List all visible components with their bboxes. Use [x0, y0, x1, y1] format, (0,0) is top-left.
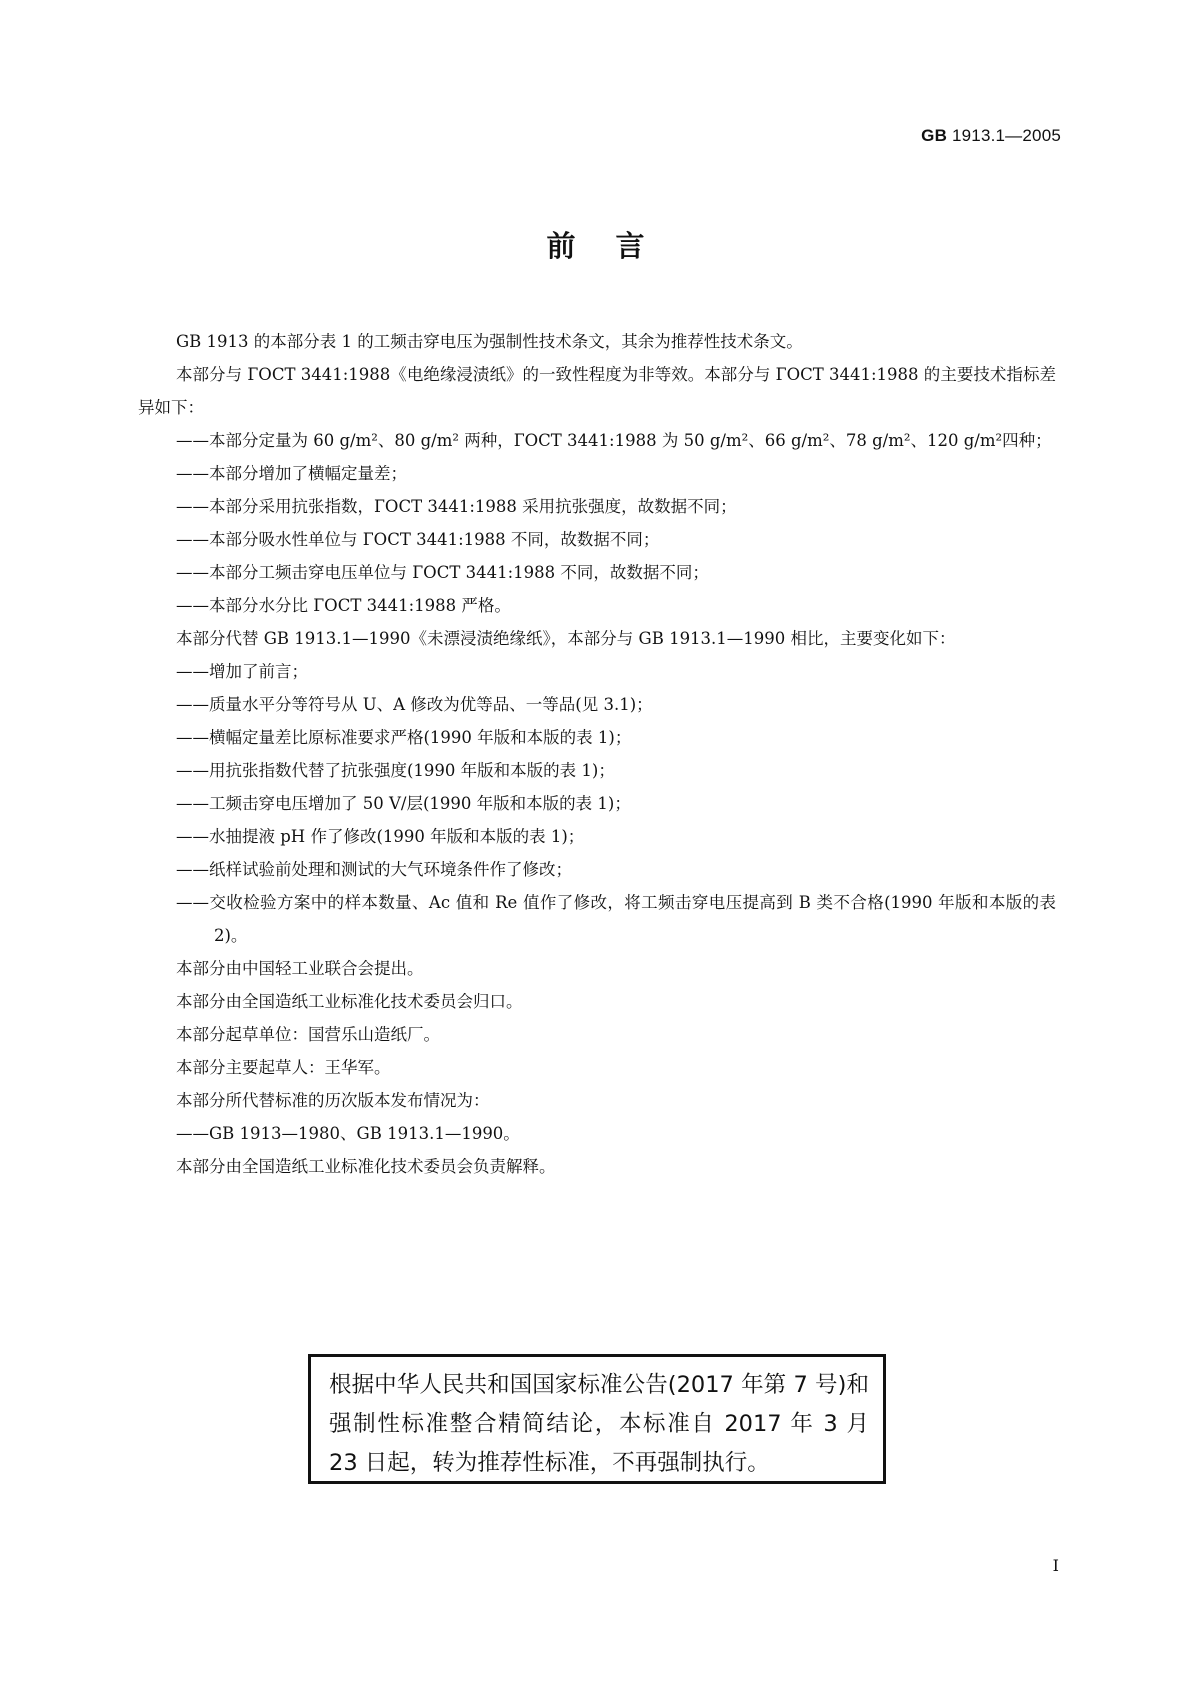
list-item: ——本部分水分比 ГОСТ 3441:1988 严格。	[176, 596, 511, 615]
list-item: ——增加了前言；	[176, 662, 308, 681]
paragraph: 本部分所代替标准的历次版本发布情况为：	[176, 1091, 490, 1110]
list-item: ——GB 1913—1980、GB 1913.1—1990。	[176, 1124, 520, 1143]
list-item: ——交收检验方案中的样本数量、Ac 值和 Re 值作了修改，将工频击穿电压提高到 B 类不合格(1990 年版和本版的表 2)。	[176, 893, 1056, 945]
foreword-body	[138, 325, 1056, 1183]
list-item: ——纸样试验前处理和测试的大气环境条件作了修改；	[176, 860, 572, 879]
paragraph: 本部分代替 GB 1913.1—1990《未漂浸渍绝缘纸》，本部分与 GB 1913.1—1990 相比，主要变化如下：	[176, 629, 956, 648]
paragraph: 本部分起草单位：国营乐山造纸厂。	[176, 1025, 440, 1044]
standard-code	[921, 126, 1061, 146]
list-item: ——本部分工频击穿电压单位与 ГОСТ 3441:1988 不同，故数据不同；	[176, 563, 709, 582]
list-item: ——本部分采用抗张指数，ГОСТ 3441:1988 采用抗张强度，故数据不同；	[176, 497, 737, 516]
paragraph: 本部分由全国造纸工业标准化技术委员会归口。	[176, 992, 523, 1011]
page-number: I	[1052, 1556, 1059, 1575]
standard-code-prefix: GB	[921, 126, 948, 145]
paragraph: 本部分由全国造纸工业标准化技术委员会负责解释。	[176, 1157, 556, 1176]
standard-code-number: 1913.1—2005	[951, 126, 1061, 145]
paragraph: GB 1913 的本部分表 1 的工频击穿电压为强制性技术条文，其余为推荐性技术条文。	[176, 332, 803, 351]
list-item: ——横幅定量差比原标准要求严格(1990 年版和本版的表 1)；	[176, 728, 632, 747]
list-item: ——本部分吸水性单位与 ГОСТ 3441:1988 不同，故数据不同；	[176, 530, 660, 549]
list-item: ——本部分增加了横幅定量差；	[176, 464, 407, 483]
paragraph: 本部分由中国轻工业联合会提出。	[176, 959, 424, 978]
paragraph: 本部分与 ГОСТ 3441:1988《电绝缘浸渍纸》的一致性程度为非等效。本部分与 ГОСТ 3441:1988 的主要技术指标差异如下：	[138, 365, 1056, 417]
list-item: ——工频击穿电压增加了 50 V/层(1990 年版和本版的表 1)；	[176, 794, 631, 813]
list-item: ——用抗张指数代替了抗张强度(1990 年版和本版的表 1)；	[176, 761, 615, 780]
list-item: ——本部分定量为 60 g/m²、80 g/m² 两种，ГОСТ 3441:1988 为 50 g/m²、66 g/m²、78 g/m²、120 g/m²四种；	[176, 431, 1052, 450]
list-item: ——质量水平分等符号从 U、A 修改为优等品、一等品(见 3.1)；	[176, 695, 653, 714]
paragraph: 本部分主要起草人：王华军。	[176, 1058, 391, 1077]
list-item: ——水抽提液 pH 作了修改(1990 年版和本版的表 1)；	[176, 827, 585, 846]
page-title: 前言	[546, 229, 685, 263]
status-notice-box: 根据中华人民共和国国家标准公告(2017 年第 7 号)和强制性标准整合精简结论，本标准自 2017 年 3 月 23 日起，转为推荐性标准，不再强制执行。	[308, 1354, 886, 1484]
